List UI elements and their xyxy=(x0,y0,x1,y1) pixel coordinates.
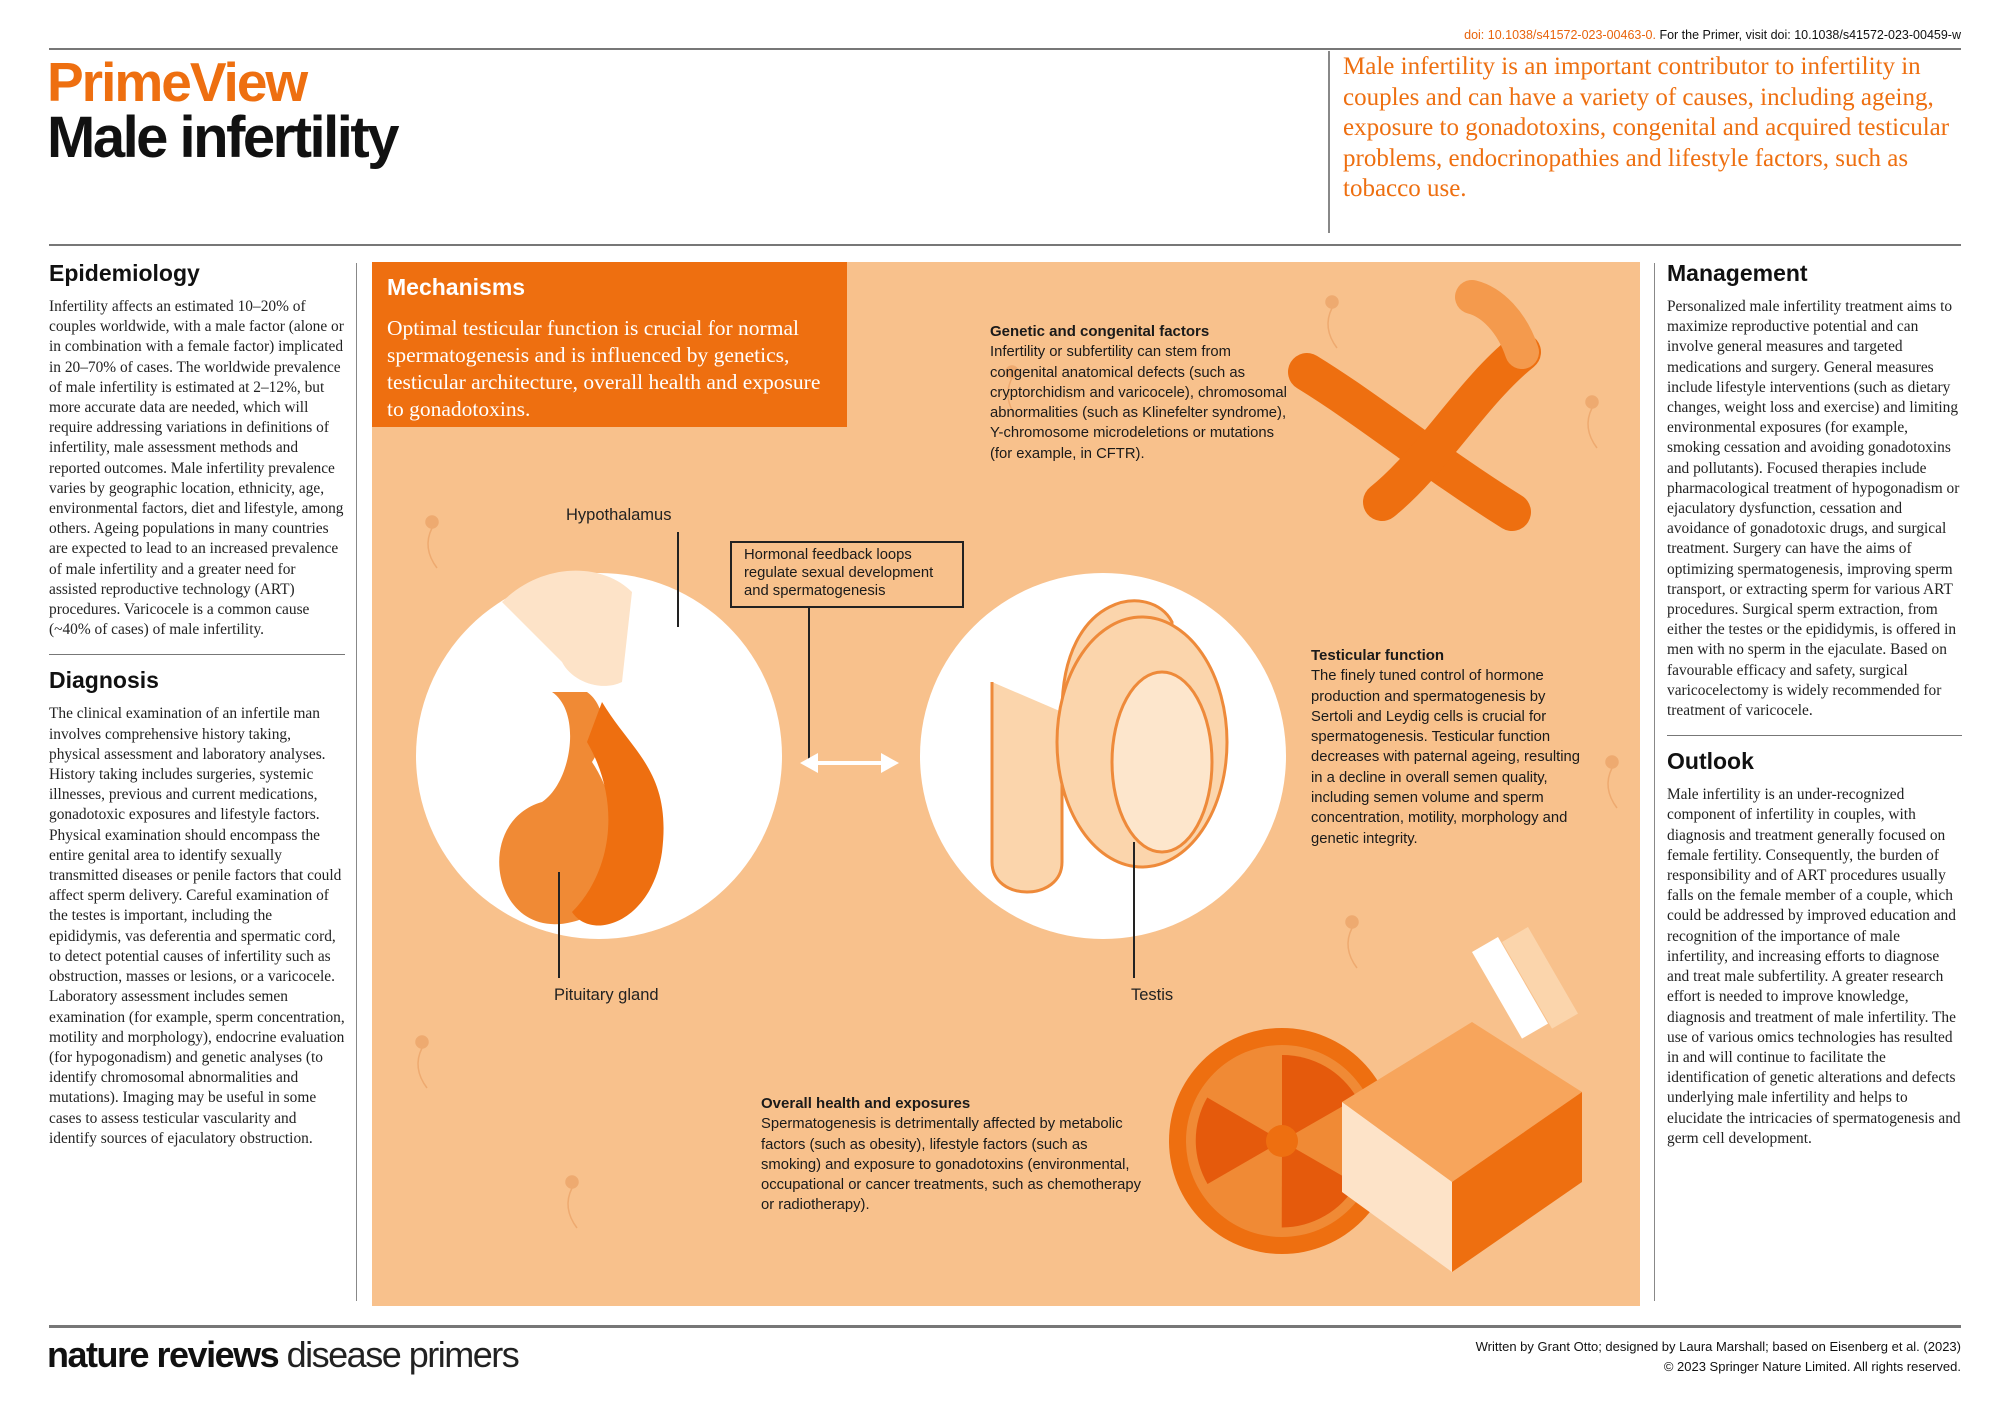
left-column xyxy=(49,260,345,1149)
double-arrow-icon xyxy=(800,607,899,773)
management-heading: Management xyxy=(1667,260,1808,286)
chromosome-icon xyxy=(1307,297,1522,512)
epidemiology-heading: Epidemiology xyxy=(49,260,200,286)
testis-label: Testis xyxy=(1131,986,1174,1004)
epidemiology-text: Infertility affects an estimated 10–20% of couples worldwide, with a male factor (alone or in combination with a female factor) implicated in 20–70% of cases. The worldwide prevalence of male infertility is estimated at 2–12%, but more accurate data are needed, which will require addressing variations in definitions of infertility, male assessment methods and reported outcomes. Male infertility prevalence varies by geographic location, ethnicity, age, environmental factors, diet and lifestyle, among others. Ageing populations in many countries are expected to lead to an increased prevalence of male infertility and a greater need for assisted reproductive technology (ART) procedures. Varicocele is a common cause (~40% of cases) of male infertility. xyxy=(49,298,344,639)
copyright-line: © 2023 Springer Nature Limited. All rights reserved. xyxy=(1663,1359,1961,1374)
footer-rule xyxy=(49,1325,1961,1328)
diagnosis-text: The clinical examination of an infertile man involves comprehensive history taking, physical assessment and laboratory analyses. History taking includes surgeries, systemic illnesses, previous and current medications, gonadotoxic exposures and lifestyle factors. Physical examination should encompass the entire genital area to identify sexually transmitted diseases or penile factors that could affect sperm delivery. Careful examination of the testes is important, including the epididymis, vas deferentia and spermatic cord, to detect potential causes of infertility such as obstruction, masses or lesions, or a varicocele. Laboratory assessment includes semen examination (for example, sperm concentration, motility and morphology), endocrine evaluation (for hypogonadism) and genetic analyses (to identify chromosomal abnormalities and mutations). Imaging may be useful in some cases to assess testicular vascularity and identify sources of ejaculatory obstruction. xyxy=(49,705,345,1147)
overall-health-text xyxy=(761,1094,1151,1216)
right-divider xyxy=(1654,263,1655,1301)
left-divider xyxy=(356,263,357,1301)
logo-bold: nature reviews xyxy=(47,1334,279,1375)
hypothalamus-label: Hypothalamus xyxy=(566,506,672,524)
primer-reference: For the Primer, visit doi: 10.1038/s41572-023-00459-w xyxy=(1659,28,1961,42)
testicular-function-text xyxy=(1311,646,1591,849)
pituitary-label: Pituitary gland xyxy=(554,986,659,1004)
mechanisms-panel xyxy=(372,262,1640,1306)
genetic-factors-heading: Genetic and congenital factors xyxy=(990,323,1210,340)
management-text: Personalized male infertility treatment aims to maximize reproductive potential and can involve general measures and targeted medications and surgery. General measures include lifestyle interventions (such as dietary changes, weight loss and exercise) and limiting environmental exposures (for example, smoking cessation and avoiding gonadotoxins and pollutants). Focused therapies include pharmacological treatment of hypogonadism or ejaculatory dysfunction, cessation and avoidance of gonadotoxic drugs, and surgical treatment. Surgery can have the aims of optimizing spermatogenesis, improving sperm transport, or extracting sperm for various ART procedures. Surgical sperm extraction, from either the testes or the epididymis, is offered in men with no sperm in the ejaculate. Based on favourable efficacy and safety, surgical varicocelectomy is widely recommended for treatment of varicocele. xyxy=(1667,298,1960,720)
top-rule xyxy=(49,48,1961,50)
doi-link[interactable]: doi: 10.1038/s41572-023-00463-0. xyxy=(1464,28,1656,42)
section-divider xyxy=(49,654,345,655)
testicular-function-body: The finely tuned control of hormone production and spermatogenesis by Sertoli and Leydig cells is crucial for spermatogenesis. Testicular function decreases with paternal ageing, resulting in a decline in overall semen quality, including semen volume and sperm concentration, motility, morphology and genetic integrity. xyxy=(1311,668,1580,847)
outlook-text: Male infertility is an under-recognized component of infertility in couples, with diagnosis and treatment generally focused on female fertility. Consequently, the burden of responsibility and of ART procedures usually falls on the female member of a couple, which could be addressed by improved education and recognition of the importance of male infertility, and increasing efforts to diagnose and treat male subfertility. A greater research effort is needed to improve knowledge, diagnosis and treatment of male infertility. The use of various omics technologies has resulted in and will continue to facilitate the identification of genetic alterations and defects underlying male infertility and helps to elucidate the intricacies of spermatogenesis and germ cell development. xyxy=(1667,786,1961,1147)
hypothalamus-leader-line xyxy=(677,532,679,627)
doi-line xyxy=(1464,28,1961,42)
header-rule xyxy=(49,244,1961,246)
genetic-factors-body: Infertility or subfertility can stem from congenital anatomical defects (such as cryptorchidism and varicocele), chromosomal abnormalities (such as Klinefelter syndrome), Y-chromosome microdeletions or mutations (for example, in CFTR). xyxy=(990,344,1287,462)
credit-line: Written by Grant Otto; designed by Laura Marshall; based on Eisenberg et al. (2023) xyxy=(1475,1339,1961,1354)
mechanisms-heading: Mechanisms xyxy=(387,274,526,300)
header-divider xyxy=(1328,51,1330,233)
overall-health-body: Spermatogenesis is detrimentally affected by metabolic factors (such as obesity), lifestyle factors (such as smoking) and exposure to gonadotoxins (environmental, occupational or cancer treatments, such as chemotherapy or radiotherapy). xyxy=(761,1116,1141,1214)
outlook-heading: Outlook xyxy=(1667,748,1754,775)
testicular-function-heading: Testicular function xyxy=(1311,647,1445,664)
diagnosis-heading: Diagnosis xyxy=(49,667,159,694)
logo-light: disease primers xyxy=(286,1334,519,1375)
pituitary-leader-line xyxy=(558,872,560,978)
footer-credits xyxy=(1476,1337,1961,1377)
nature-reviews-logo xyxy=(47,1334,518,1376)
right-column xyxy=(1667,260,1962,1149)
mechanisms-header-box xyxy=(372,262,847,427)
mechanisms-intro: Optimal testicular function is crucial for normal spermatogenesis and is influenced by genetics, testicular architecture, overall health and exposure to gonadotoxins. xyxy=(387,316,821,421)
brand-title: PrimeView xyxy=(47,51,307,113)
testis-leader-line xyxy=(1133,842,1135,978)
genetic-factors-text xyxy=(990,322,1290,464)
overall-health-heading: Overall health and exposures xyxy=(761,1095,971,1112)
page-title: Male infertility xyxy=(47,105,397,170)
summary-text: Male infertility is an important contributor to infertility in couples and can have a variety of causes, including ageing, exposure to gonadotoxins, congenital and acquired testicular problems, endocrinopathies and lifestyle factors, such as tobacco use. xyxy=(1343,53,1950,202)
hormonal-feedback-label: Hormonal feedback loops regulate sexual development and spermatogenesis xyxy=(744,547,934,599)
section-divider xyxy=(1667,735,1962,736)
cigarette-pack-icon xyxy=(1342,927,1582,1272)
